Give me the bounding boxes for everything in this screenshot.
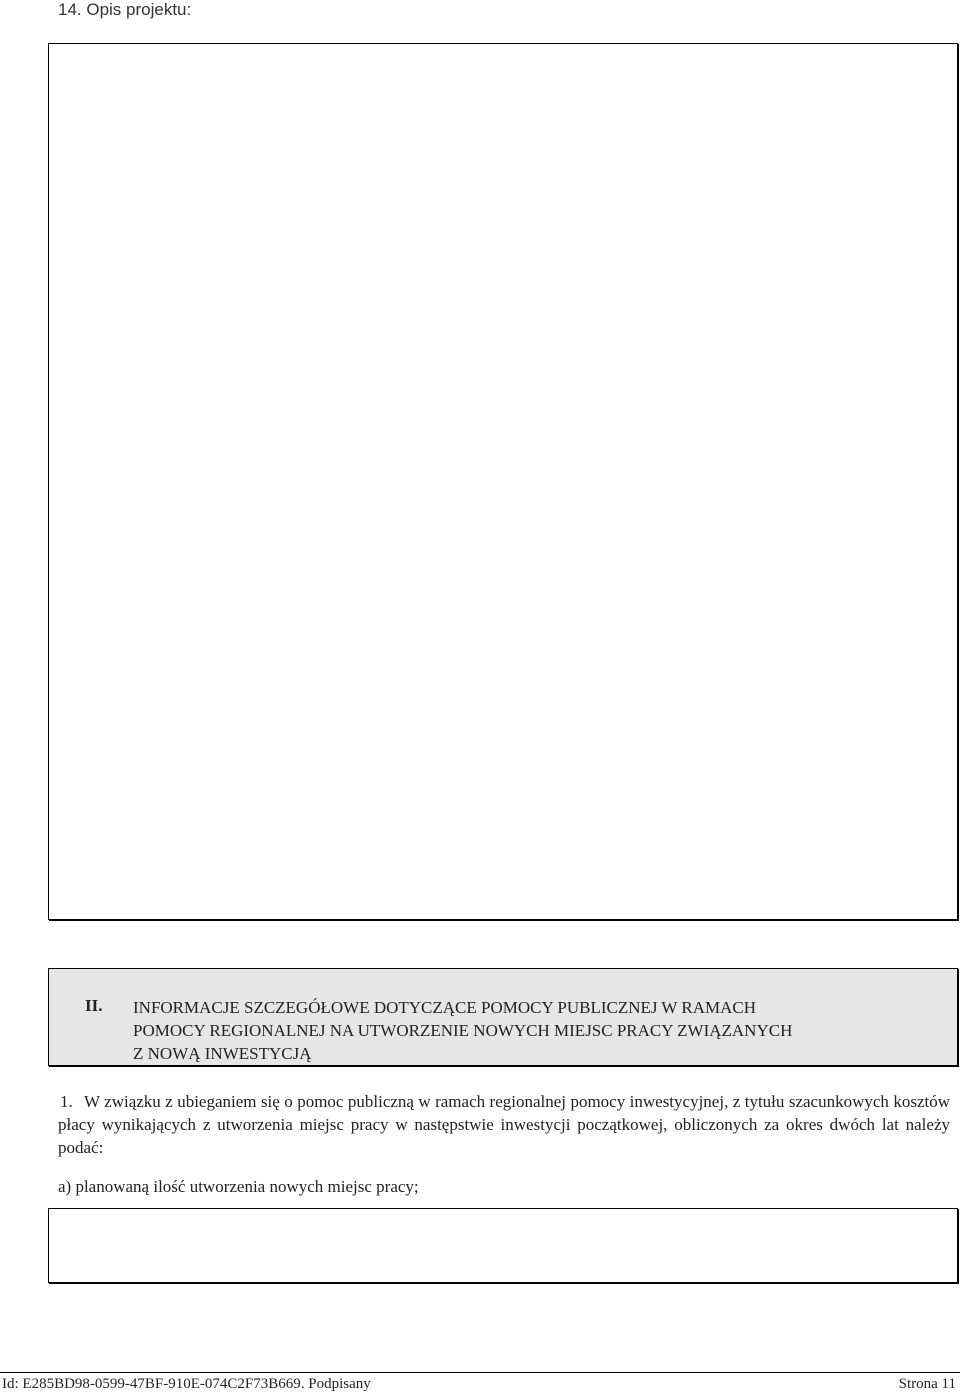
footer-divider [0,1372,960,1373]
item-1-number: 1. [60,1092,73,1111]
section-2-title [85,996,945,1065]
item-1-text: W związku z ubieganiem się o pomoc publiczną w ramach regionalnej pomocy inwestycyjnej, z tytułu szacunkowych kosztów płacy wynikających z utworzenia miejsc pracy w następstwie inwestycji początkowej, obliczonych za okres dwóch lat należy podać: [58,1092,950,1157]
section-2-title-line-3: Z NOWĄ INWESTYCJĄ [133,1044,312,1063]
section-2-title-line-1: INFORMACJE SZCZEGÓŁOWE DOTYCZĄCE POMOCY PUBLICZNEJ W RAMACH [133,998,757,1017]
project-description-field[interactable] [48,43,958,920]
section-2-number: II. [85,996,103,1015]
item-1a-label: a) planowaną ilość utworzenia nowych miejsc pracy; [58,1177,419,1196]
footer-document-id: Id: E285BD98-0599-47BF-910E-074C2F73B669. Podpisany [2,1376,371,1392]
section-2-header [48,968,958,1066]
item-1-paragraph [58,1090,950,1159]
section-2-title-line-2: POMOCY REGIONALNEJ NA UTWORZENIE NOWYCH MIEJSC PRACY ZWIĄZANYCH [133,1021,793,1040]
footer-page-number: Strona 11 [898,1376,956,1392]
question-14-label: 14. Opis projektu: [58,0,192,19]
new-jobs-count-field[interactable] [48,1208,958,1283]
